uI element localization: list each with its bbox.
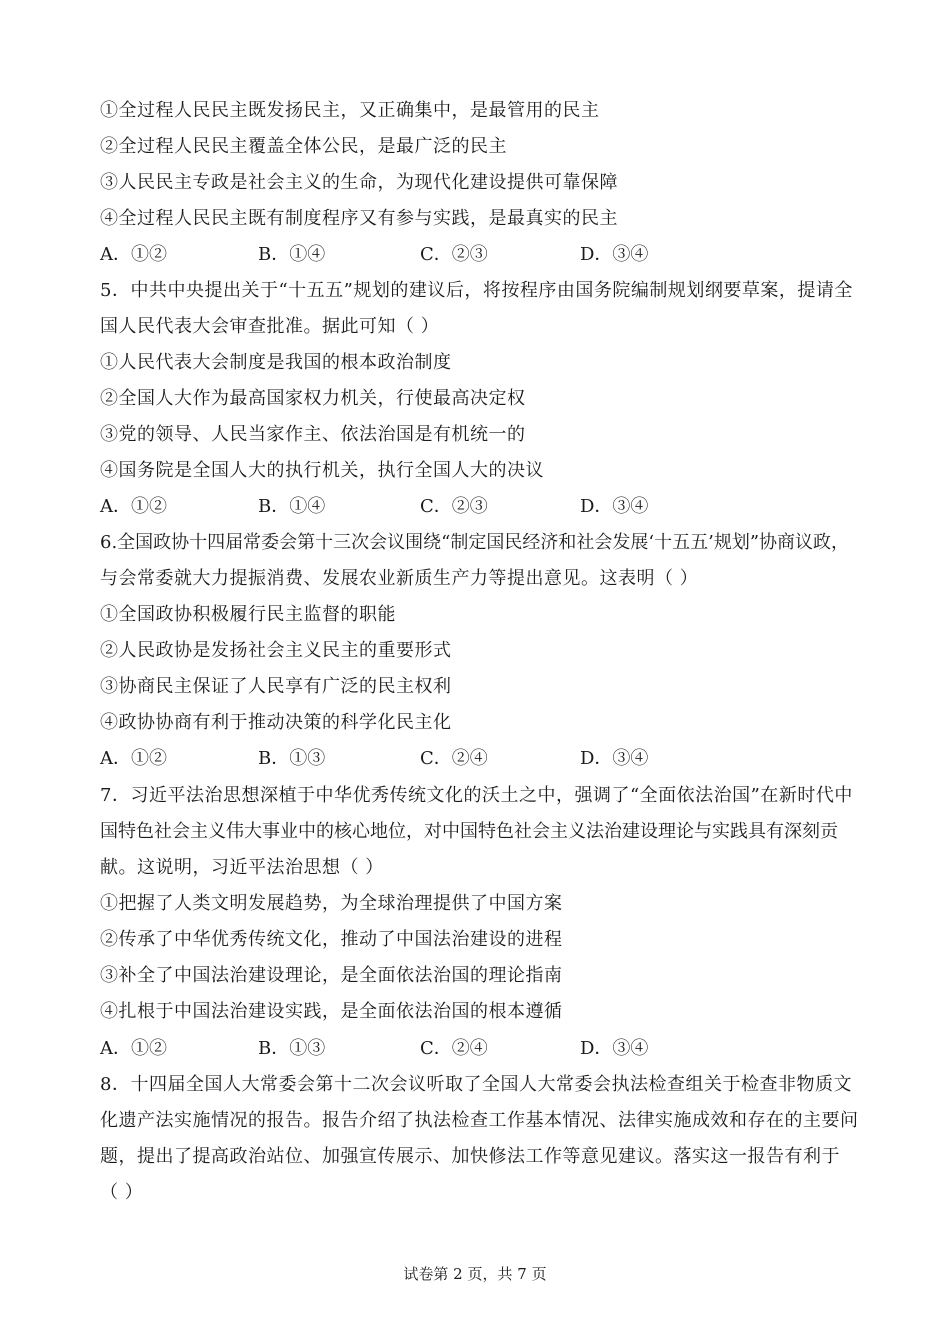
q7-option-2: ②传承了中华优秀传统文化，推动了中国法治建设的进程 <box>100 929 563 950</box>
q4-option-4: ④全过程人民民主既有制度程序又有参与实践，是最真实的民主 <box>100 208 618 229</box>
q6-stem-line-2: 与会常委就大力提振消费、发展农业新质生产力等提出意见。这表明（ ） <box>100 568 699 589</box>
q4-choice-a: A．①② <box>100 244 167 265</box>
q4-option-3: ③人民民主专政是社会主义的生命，为现代化建设提供可靠保障 <box>100 172 618 193</box>
q6-option-3: ③协商民主保证了人民享有广泛的民主权利 <box>100 676 452 697</box>
q6-stem-line-1: 6.全国政协十四届常委会第十三次会议围绕“制定国民经济和社会发展‘十五五’规划”协商议政， <box>100 532 850 553</box>
q5-stem-line-2: 国人民代表大会审查批准。据此可知（ ） <box>100 316 440 337</box>
q5-choice-d: D．③④ <box>580 496 649 517</box>
q6-option-1: ①全国政协积极履行民主监督的职能 <box>100 604 396 625</box>
q6-choice-d: D．③④ <box>580 748 649 769</box>
q7-stem-line-3: 献。这说明，习近平法治思想（ ） <box>100 857 384 878</box>
q5-option-3: ③党的领导、人民当家作主、依法治国是有机统一的 <box>100 424 526 445</box>
q7-choice-b: B．①③ <box>258 1038 326 1059</box>
q4-choice-d: D．③④ <box>580 244 649 265</box>
q6-choice-c: C．②④ <box>420 748 488 769</box>
q7-choice-a: A．①② <box>100 1038 167 1059</box>
q5-stem-line-1: 5．中共中央提出关于“十五五”规划的建议后，将按程序由国务院编制规划纲要草案，提请全 <box>100 280 853 301</box>
q5-option-4: ④国务院是全国人大的执行机关，执行全国人大的决议 <box>100 460 544 481</box>
q7-stem-line-2: 国特色社会主义伟大事业中的核心地位，对中国特色社会主义法治建设理论与实践具有深刻贡 <box>100 821 838 842</box>
q5-option-2: ②全国人大作为最高国家权力机关，行使最高决定权 <box>100 388 526 409</box>
q8-stem-line-4: （ ） <box>100 1182 144 1203</box>
q6-option-4: ④政协协商有利于推动决策的科学化民主化 <box>100 712 452 733</box>
q6-choice-a: A．①② <box>100 748 167 769</box>
page-footer: 试卷第 2 页，共 7 页 <box>403 1265 547 1283</box>
q6-choice-b: B．①③ <box>258 748 326 769</box>
q4-choice-b: B．①④ <box>258 244 326 265</box>
q7-option-1: ①把握了人类文明发展趋势，为全球治理提供了中国方案 <box>100 893 563 914</box>
q5-choice-a: A．①② <box>100 496 167 517</box>
q4-option-2: ②全过程人民民主覆盖全体公民，是最广泛的民主 <box>100 136 507 157</box>
q6-option-2: ②人民政协是发扬社会主义民主的重要形式 <box>100 640 452 661</box>
q5-option-1: ①人民代表大会制度是我国的根本政治制度 <box>100 352 452 373</box>
q7-option-4: ④扎根于中国法治建设实践，是全面依法治国的根本遵循 <box>100 1001 563 1022</box>
q5-choice-b: B．①④ <box>258 496 326 517</box>
q7-stem-line-1: 7．习近平法治思想深植于中华优秀传统文化的沃土之中，强调了“全面依法治国”在新时代中 <box>100 785 853 806</box>
q8-stem-line-1: 8．十四届全国人大常委会第十二次会议听取了全国人大常委会执法检查组关于检查非物质文 <box>100 1074 852 1095</box>
q7-option-3: ③补全了中国法治建设理论，是全面依法治国的理论指南 <box>100 965 563 986</box>
q7-choice-c: C．②④ <box>420 1038 488 1059</box>
q8-stem-line-3: 题，提出了提高政治站位、加强宣传展示、加快修法工作等意见建议。落实这一报告有利于 <box>100 1146 840 1167</box>
q4-option-1: ①全过程人民民主既发扬民主，又正确集中，是最管用的民主 <box>100 100 600 121</box>
q5-choice-c: C．②③ <box>420 496 488 517</box>
q7-choice-d: D．③④ <box>580 1038 649 1059</box>
q4-choice-c: C．②③ <box>420 244 488 265</box>
q8-stem-line-2: 化遗产法实施情况的报告。报告介绍了执法检查工作基本情况、法律实施成效和存在的主要问 <box>100 1110 859 1131</box>
